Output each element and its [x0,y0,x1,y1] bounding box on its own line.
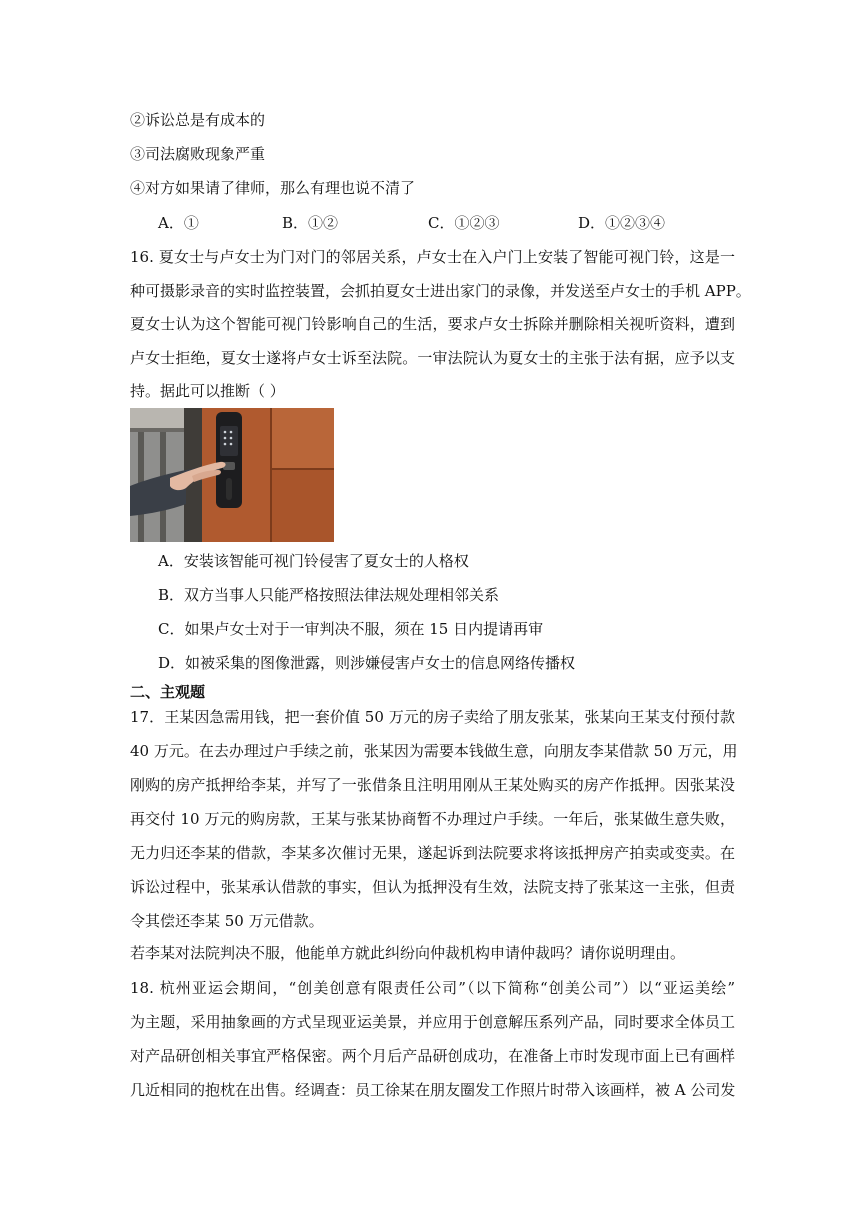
q16-line-4: 卢女士拒绝，夏女士遂将卢女士诉至法院。一审法院认为夏女士的主张于法有据，应予以支 [130,349,735,367]
q15-option-d: D．①②③④ [578,214,666,232]
q18-line-2: 为主题，采用抽象画的方式呈现亚运美景，并应用于创意解压系列产品，同时要求全体员工 [130,1013,735,1031]
q16-option-b: B．双方当事人只能严格按照法律法规处理相邻关系 [158,586,500,604]
section-title: 二、主观题 [130,683,206,701]
q15-options [158,212,758,234]
q17-line-7: 令其偿还李某 50 万元借款。 [130,912,324,930]
q18-line-3: 对产品研创相关事宜严格保密。两个月后产品研创成功，在准备上市时发现市面上已有画样 [130,1047,735,1065]
smart-doorbell-photo [130,408,334,542]
q15-item-2: ②诉讼总是有成本的 [130,111,266,129]
q16-line-1: 16. 夏女士与卢女士为门对门的邻居关系，卢女士在入户门上安装了智能可视门铃，这是一 [130,248,735,266]
q17-line-2: 40 万元。在去办理过户手续之前，张某因为需要本钱做生意，向朋友李某借款 50 万元，用 [130,742,738,760]
q17-line-3: 刚购的房产抵押给李某，并写了一张借条且注明用刚从王某处购买的房产作抵押。因张某没 [130,776,735,794]
q17-line-6: 诉讼过程中，张某承认借款的事实，但认为抵押没有生效，法院支持了张某这一主张，但责 [130,878,735,896]
q16-option-c: C．如果卢女士对于一审判决不服，须在 15 日内提请再审 [158,620,544,638]
q15-option-a: A．① [158,214,199,232]
q15-item-4: ④对方如果请了律师，那么有理也说不清了 [130,179,416,197]
q15-item-3: ③司法腐败现象严重 [130,145,266,163]
q16-line-3: 夏女士认为这个智能可视门铃影响自己的生活，要求卢女士拆除并删除相关视听资料，遭到 [130,315,735,333]
q17-line-4: 再交付 10 万元的购房款，王某与张某协商暂不办理过户手续。一年后，张某做生意失败， [130,810,735,828]
q15-option-b: B．①② [282,214,339,232]
q17-question: 若李某对法院判决不服，他能单方就此纠纷向仲裁机构申请仲裁吗？请你说明理由。 [130,944,686,962]
q17-line-5: 无力归还李某的借款，李某多次催讨无果，遂起诉到法院要求将该抵押房产拍卖或变卖。在 [130,844,735,862]
q18-line-4: 几近相同的抱枕在出售。经调查：员工徐某在朋友圈发工作照片时带入该画样，被 A 公司发 [130,1081,736,1099]
q16-option-d: D．如被采集的图像泄露，则涉嫌侵害卢女士的信息网络传播权 [158,654,576,672]
q18-line-1: 18. 杭州亚运会期间，“创美创意有限责任公司”（以下简称“创美公司”）以“亚运美绘” [130,979,735,997]
q16-line-2: 种可摄影录音的实时监控装置，会抓拍夏女士进出家门的录像，并发送至卢女士的手机 APP。 [130,282,751,300]
q16-line-5: 持。据此可以推断（ ） [130,382,285,400]
q16-option-a: A．安装该智能可视门铃侵害了夏女士的人格权 [158,552,469,570]
q15-option-c: C．①②③ [428,214,500,232]
q17-line-1: 17．王某因急需用钱，把一套价值 50 万元的房子卖给了朋友张某，张某向王某支付预付款 [130,708,735,726]
